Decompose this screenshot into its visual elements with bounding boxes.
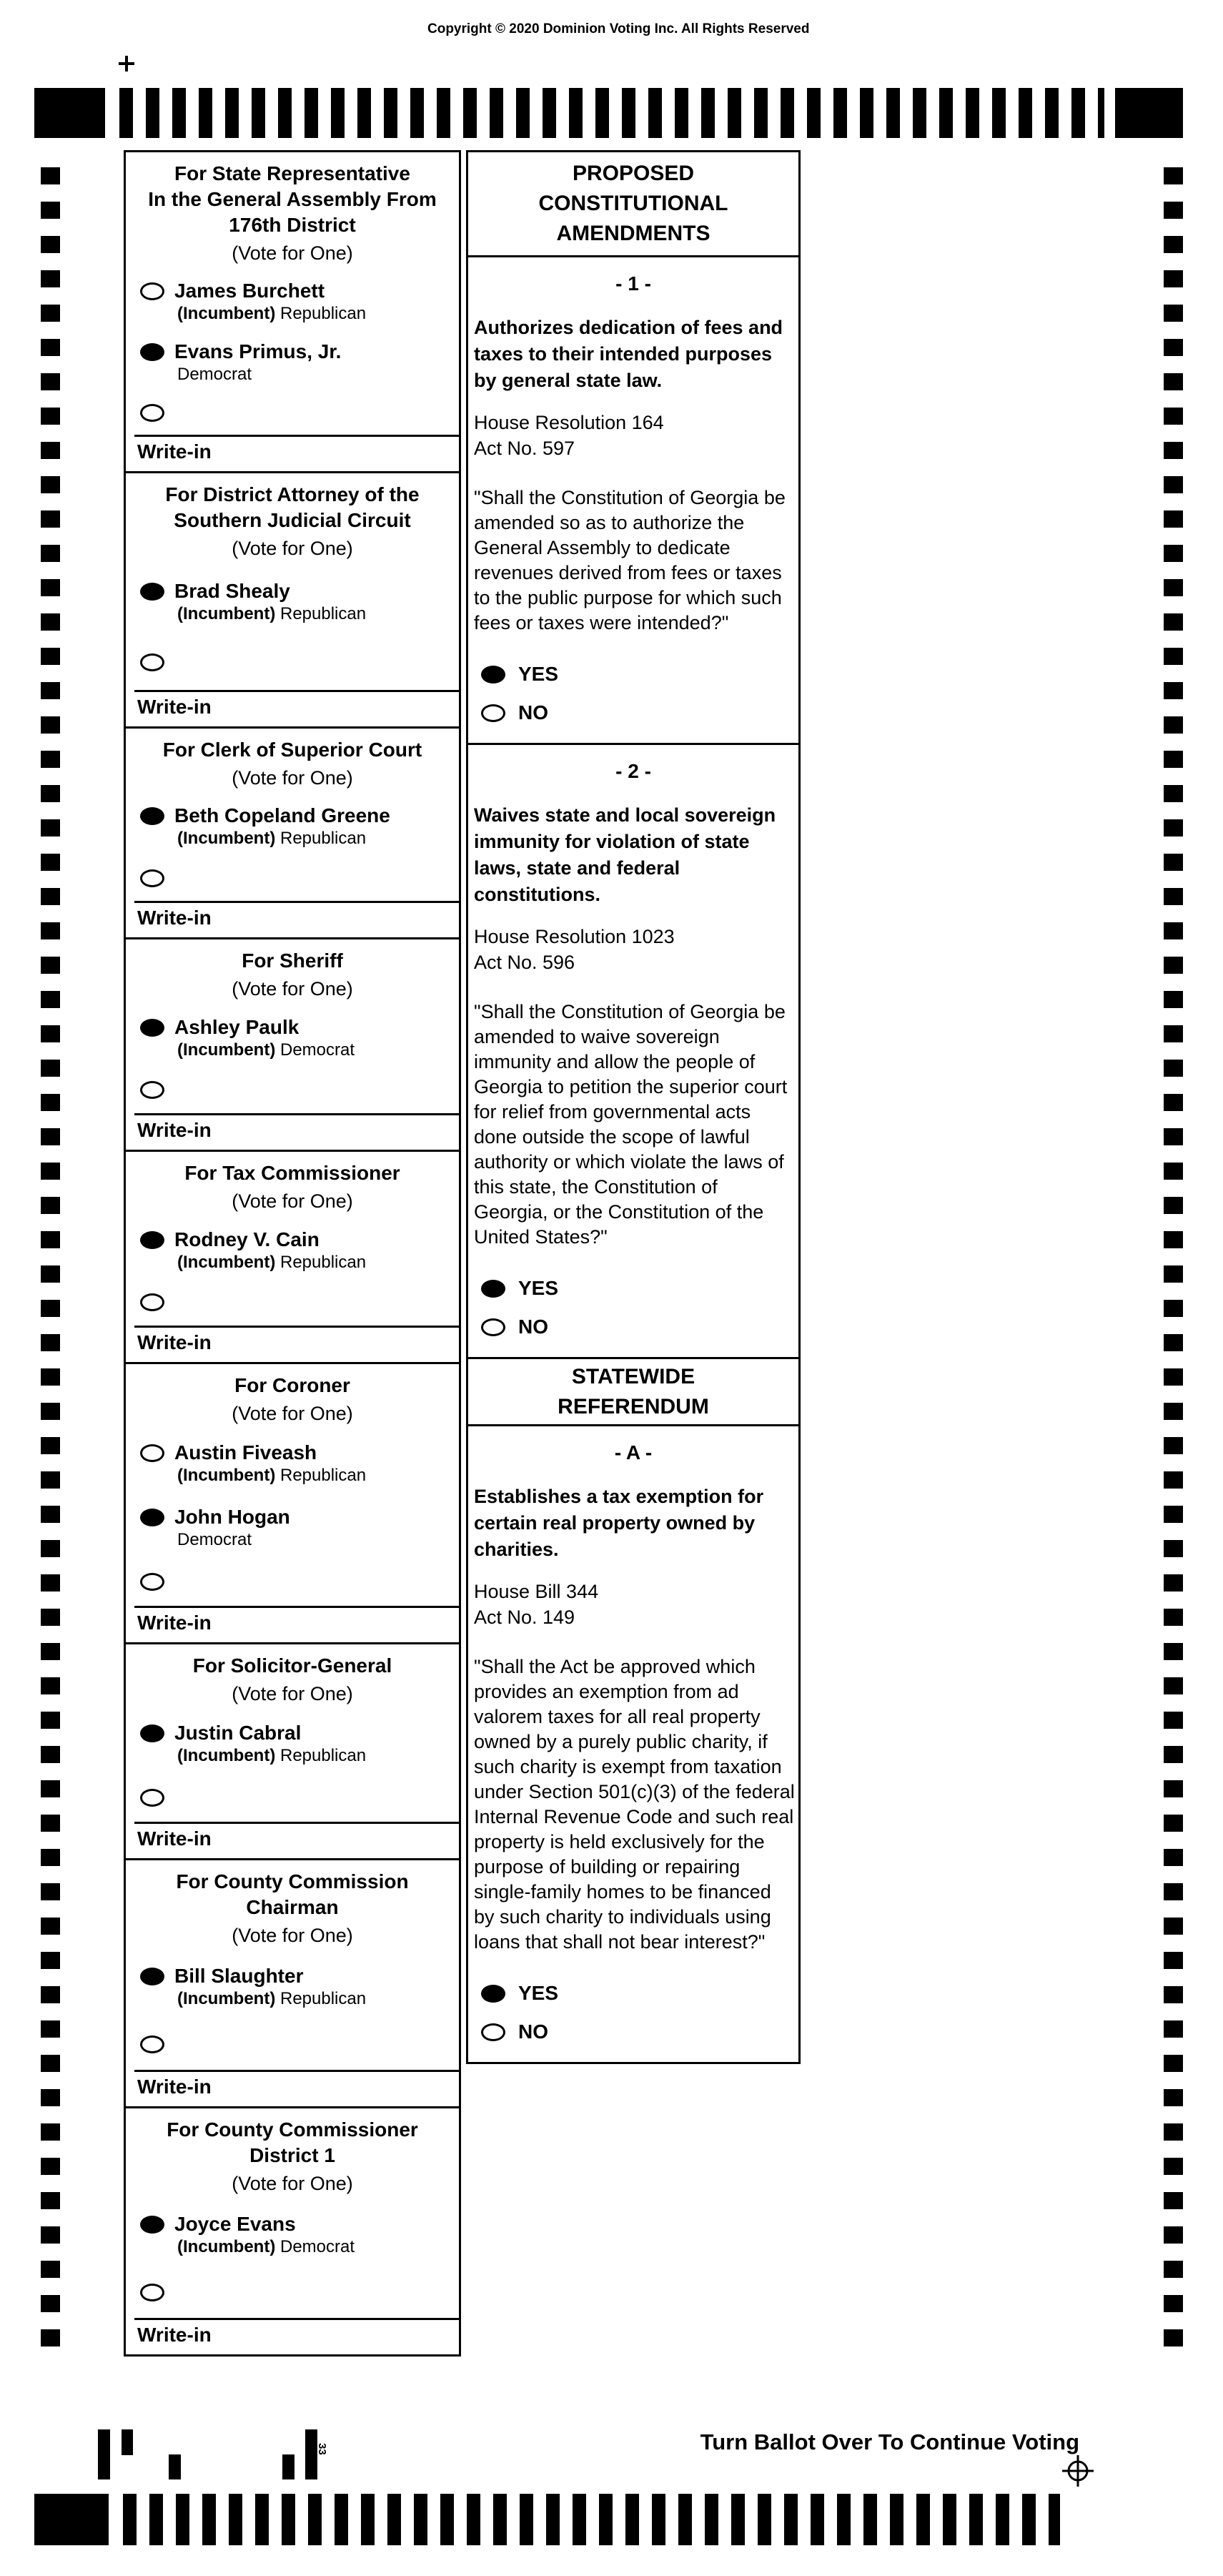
candidate-row xyxy=(140,1441,459,1486)
candidate-name: Ashley Paulk xyxy=(174,1015,299,1038)
timing-bars xyxy=(119,88,1104,138)
write-in-line xyxy=(134,1822,459,1824)
incumbent-label: (Incumbent) xyxy=(177,1466,276,1485)
vote-oval[interactable] xyxy=(140,1573,164,1591)
vote-oval[interactable] xyxy=(140,2216,164,2234)
vote-oval[interactable] xyxy=(140,1081,164,1099)
timing-bars xyxy=(123,2494,1060,2545)
measure-column xyxy=(466,150,801,2064)
incumbent-label: (Incumbent) xyxy=(177,1746,276,1765)
write-in-label: Write-in xyxy=(137,1827,212,1850)
party-label: Republican xyxy=(275,1466,367,1485)
write-in-label: Write-in xyxy=(137,2324,212,2346)
contest-candidates xyxy=(126,1213,459,1326)
contest-instruction: (Vote for One) xyxy=(232,1683,353,1704)
write-in-label: Write-in xyxy=(137,1612,212,1634)
measure-question: "Shall the Constitution of Georgia be amended so as to authorize the General Assembly to dedicate revenues derived from fees or taxes to the public purpose for which such fees or taxes were intended?" xyxy=(474,487,786,633)
measure-number: - 2 - xyxy=(615,760,651,782)
measure-ref: House Bill 344 xyxy=(474,1581,599,1602)
candidate-text xyxy=(174,2212,355,2258)
vote-oval[interactable] xyxy=(140,1509,164,1526)
measure-summary: Authorizes dedication of fees and taxes to their intended purposes by general state law. xyxy=(474,317,783,391)
write-in-label: Write-in xyxy=(137,2076,212,2098)
vote-oval[interactable] xyxy=(140,282,164,300)
measure-section xyxy=(466,743,801,1359)
candidate-name: Brad Shealy xyxy=(174,579,290,602)
contest-candidates xyxy=(126,1001,459,1113)
contest-candidates xyxy=(126,1948,459,2070)
contest-instruction: (Vote for One) xyxy=(232,1925,353,1946)
party-label: Republican xyxy=(275,1989,367,2009)
copyright-text: Copyright © 2020 Dominion Voting Inc. All Rights Reserved xyxy=(427,21,810,36)
contest-instruction: (Vote for One) xyxy=(232,1403,353,1424)
contest-box xyxy=(124,471,461,729)
candidate-text xyxy=(174,1441,366,1486)
write-in-row xyxy=(140,2032,459,2053)
ballot-barcode-bar xyxy=(122,2429,133,2455)
candidate-party xyxy=(174,303,366,325)
option-row xyxy=(481,2020,798,2043)
party-label: Republican xyxy=(275,603,367,623)
write-in-label: Write-in xyxy=(137,1119,212,1141)
candidate-name: Justin Cabral xyxy=(174,1722,302,1744)
vote-oval[interactable] xyxy=(481,1280,505,1298)
vote-oval[interactable] xyxy=(140,807,164,825)
vote-oval[interactable] xyxy=(140,2284,164,2301)
candidate-party xyxy=(174,364,341,385)
timing-block xyxy=(1115,88,1183,138)
write-in-line xyxy=(134,1606,459,1608)
measure-ref: Act No. 149 xyxy=(474,1607,575,1628)
vote-oval[interactable] xyxy=(481,704,505,722)
measure-options xyxy=(481,1277,798,1338)
party-label: Republican xyxy=(275,1746,367,1765)
write-in-label: Write-in xyxy=(137,440,212,463)
contest-box xyxy=(124,1150,461,1364)
candidate-text xyxy=(174,279,366,325)
timing-marks-left xyxy=(41,167,60,2364)
party-label: Republican xyxy=(275,1252,367,1272)
write-in-line xyxy=(134,1113,459,1115)
contest-box xyxy=(124,937,461,1152)
write-in-row xyxy=(140,1077,459,1099)
timing-marks-top xyxy=(34,88,1183,138)
vote-oval[interactable] xyxy=(140,343,164,361)
candidate-text xyxy=(174,1964,366,2010)
contest-instruction: (Vote for One) xyxy=(232,978,353,1000)
candidate-text xyxy=(174,804,390,849)
write-in-line xyxy=(134,690,459,692)
measure-summary: Establishes a tax exemption for certain real property owned by charities. xyxy=(474,1486,764,1560)
candidate-party xyxy=(174,1988,366,2010)
candidate-text xyxy=(174,1015,355,1061)
write-in-label: Write-in xyxy=(137,907,212,929)
write-in-line xyxy=(134,2070,459,2072)
candidate-row xyxy=(140,1721,459,1767)
vote-oval[interactable] xyxy=(140,583,164,601)
measure-ref: House Resolution 1023 xyxy=(474,926,675,947)
option-row xyxy=(481,1982,798,2005)
write-in-row xyxy=(140,1290,459,1311)
option-label: NO xyxy=(518,701,548,724)
candidate-party xyxy=(174,1529,290,1551)
party-label: Republican xyxy=(275,829,367,849)
vote-oval[interactable] xyxy=(140,1444,164,1462)
contest-box xyxy=(124,2106,461,2357)
vote-oval[interactable] xyxy=(140,653,164,671)
vote-oval[interactable] xyxy=(481,2023,505,2041)
timing-block xyxy=(34,88,105,138)
incumbent-label: (Incumbent) xyxy=(177,1040,276,1060)
write-in-line xyxy=(134,901,459,903)
turn-ballot-over-text: Turn Ballot Over To Continue Voting xyxy=(700,2429,1079,2454)
candidate-row xyxy=(140,804,459,849)
measure-section xyxy=(466,1424,801,2064)
candidate-party xyxy=(174,2236,355,2258)
contest-title: For Solicitor-General xyxy=(192,1654,392,1677)
plus-mark-icon xyxy=(119,56,134,71)
contest-instruction: (Vote for One) xyxy=(232,2173,353,2194)
ballot-barcode-bar xyxy=(169,2454,181,2479)
measure-options xyxy=(481,1982,798,2043)
contest-candidates xyxy=(126,2196,459,2318)
vote-oval[interactable] xyxy=(481,666,505,684)
option-label: NO xyxy=(518,1316,548,1338)
measure-options xyxy=(481,663,798,724)
incumbent-label: (Incumbent) xyxy=(177,603,276,623)
party-label: Democrat xyxy=(177,364,252,384)
contest-title: For Tax Commissioner xyxy=(184,1162,400,1184)
party-label: Democrat xyxy=(275,2237,355,2257)
vote-oval[interactable] xyxy=(140,1968,164,1985)
vote-oval[interactable] xyxy=(140,1724,164,1742)
option-label: NO xyxy=(518,2020,548,2043)
write-in-row xyxy=(140,400,459,422)
candidate-party xyxy=(174,1040,355,1061)
write-in-line xyxy=(134,435,459,437)
contest-instruction: (Vote for One) xyxy=(232,538,353,559)
party-label: Democrat xyxy=(177,1530,252,1549)
contest-candidates xyxy=(126,265,459,435)
contest-candidates xyxy=(126,1706,459,1822)
candidate-text xyxy=(174,340,341,385)
contest-instruction: (Vote for One) xyxy=(232,1190,353,1212)
contest-title: For Clerk of Superior Court xyxy=(162,739,422,761)
measure-number: - 1 - xyxy=(615,272,651,295)
contest-box xyxy=(124,1858,461,2108)
party-label: Democrat xyxy=(275,1040,355,1060)
incumbent-label: (Incumbent) xyxy=(177,1989,276,2009)
candidate-name: John Hogan xyxy=(174,1506,290,1528)
vote-oval[interactable] xyxy=(140,404,164,422)
contest-instruction: (Vote for One) xyxy=(232,242,353,264)
timing-marks-bottom xyxy=(34,2494,1060,2545)
measure-column-header: PROPOSED CONSTITUTIONAL AMENDMENTS xyxy=(466,150,801,257)
candidate-text xyxy=(174,1505,290,1551)
contest-title: For Coroner xyxy=(234,1374,350,1396)
write-in-line xyxy=(134,2318,459,2320)
candidate-party xyxy=(174,828,390,849)
write-in-label: Write-in xyxy=(137,1331,212,1353)
timing-block xyxy=(34,2494,109,2545)
contest-title: For County Commission Chairman xyxy=(176,1870,409,1918)
option-label: YES xyxy=(518,1277,559,1299)
candidate-party xyxy=(174,1745,366,1767)
candidate-row xyxy=(140,1228,459,1273)
vote-oval[interactable] xyxy=(481,1985,505,2003)
option-row xyxy=(481,701,798,724)
contest-candidates xyxy=(126,790,459,901)
write-in-label: Write-in xyxy=(137,696,212,718)
party-label: Republican xyxy=(275,303,367,323)
candidate-name: Beth Copeland Greene xyxy=(174,804,390,827)
incumbent-label: (Incumbent) xyxy=(177,1252,276,1272)
candidate-text xyxy=(174,1721,366,1767)
contest-box xyxy=(124,1362,461,1644)
vote-oval[interactable] xyxy=(140,869,164,887)
contest-box xyxy=(124,150,461,473)
write-in-row xyxy=(140,866,459,887)
contest-candidates xyxy=(126,1426,459,1606)
vote-oval[interactable] xyxy=(140,1231,164,1249)
measure-question: "Shall the Act be approved which provides an exemption from ad valorem taxes for all real property owned by a purely public charity, if such charity is exempt from taxation under Section 501(c)(3) of the federal Internal Revenue Code and such real property is held exclusively for the purpose of building or repairing single-family homes to be financed by such charity to individuals using loans that shall not bear interest?" xyxy=(474,1656,795,1953)
vote-oval[interactable] xyxy=(140,2035,164,2053)
candidate-text xyxy=(174,579,366,625)
incumbent-label: (Incumbent) xyxy=(177,829,276,849)
vote-oval[interactable] xyxy=(140,1293,164,1311)
write-in-row xyxy=(140,1569,459,1591)
incumbent-label: (Incumbent) xyxy=(177,2237,276,2257)
write-in-row xyxy=(140,2280,459,2301)
contest-box xyxy=(124,1642,461,1860)
write-in-line xyxy=(134,1326,459,1328)
ballot-barcode-bar xyxy=(282,2454,294,2479)
measure-ref: Act No. 597 xyxy=(474,438,575,459)
candidate-party xyxy=(174,1465,366,1486)
contest-title: For County Commissioner District 1 xyxy=(167,2118,418,2166)
candidate-row xyxy=(140,579,459,625)
measure-ref: Act No. 596 xyxy=(474,952,575,973)
contest-title: For Sheriff xyxy=(242,949,343,972)
contest-box xyxy=(124,726,461,939)
measure-refs xyxy=(474,924,794,975)
registration-crosshair-icon xyxy=(1062,2455,1094,2487)
candidate-name: Evans Primus, Jr. xyxy=(174,340,342,362)
vote-oval[interactable] xyxy=(140,1019,164,1037)
candidate-party xyxy=(174,1252,366,1273)
vote-oval[interactable] xyxy=(140,1789,164,1807)
write-in-row xyxy=(140,1785,459,1807)
candidate-name: Bill Slaughter xyxy=(174,1965,304,1988)
candidate-row xyxy=(140,1505,459,1551)
candidate-row xyxy=(140,279,459,325)
measure-refs xyxy=(474,410,794,461)
option-row xyxy=(481,1277,798,1300)
measure-summary: Waives state and local sovereign immunity for violation of state laws, state and federal constitutions. xyxy=(474,804,776,905)
option-label: YES xyxy=(518,1982,559,2004)
option-row xyxy=(481,663,798,686)
sheet-marker: 33 xyxy=(316,2443,328,2455)
measure-section xyxy=(466,255,801,745)
measure-ref: House Resolution 164 xyxy=(474,412,664,433)
candidate-row xyxy=(140,340,459,385)
measure-question: "Shall the Constitution of Georgia be amended to waive sovereign immunity and allow the people of Georgia to petition the superior court for relief from governmental acts done outside the scope of lawful authority or which violate the laws of this state, the Constitution of Georgia, or the Constitution of the United States?" xyxy=(474,1001,788,1248)
contest-instruction: (Vote for One) xyxy=(232,767,353,789)
contest-column xyxy=(124,150,461,2357)
measure-number: - A - xyxy=(614,1441,653,1464)
candidate-name: Rodney V. Cain xyxy=(174,1228,320,1250)
candidate-row xyxy=(140,1964,459,2010)
candidate-text xyxy=(174,1228,366,1273)
candidate-name: Joyce Evans xyxy=(174,2213,296,2236)
ballot-barcode-bar xyxy=(98,2429,110,2479)
contest-candidates xyxy=(126,561,459,690)
incumbent-label: (Incumbent) xyxy=(177,303,276,323)
contest-title: For State Representative In the General Assembly From 176th District xyxy=(148,162,437,236)
candidate-row xyxy=(140,2212,459,2258)
candidate-party xyxy=(174,603,366,625)
measure-column-header: STATEWIDE REFERENDUM xyxy=(466,1357,801,1426)
candidate-name: James Burchett xyxy=(174,279,325,302)
write-in-row xyxy=(140,650,459,671)
timing-marks-right xyxy=(1164,167,1183,2364)
candidate-name: Austin Fiveash xyxy=(174,1441,317,1464)
candidate-row xyxy=(140,1015,459,1061)
option-label: YES xyxy=(518,663,559,685)
option-row xyxy=(481,1316,798,1338)
contest-title: For District Attorney of the Southern Judicial Circuit xyxy=(165,483,420,531)
measure-refs xyxy=(474,1579,794,1630)
vote-oval[interactable] xyxy=(481,1318,505,1336)
